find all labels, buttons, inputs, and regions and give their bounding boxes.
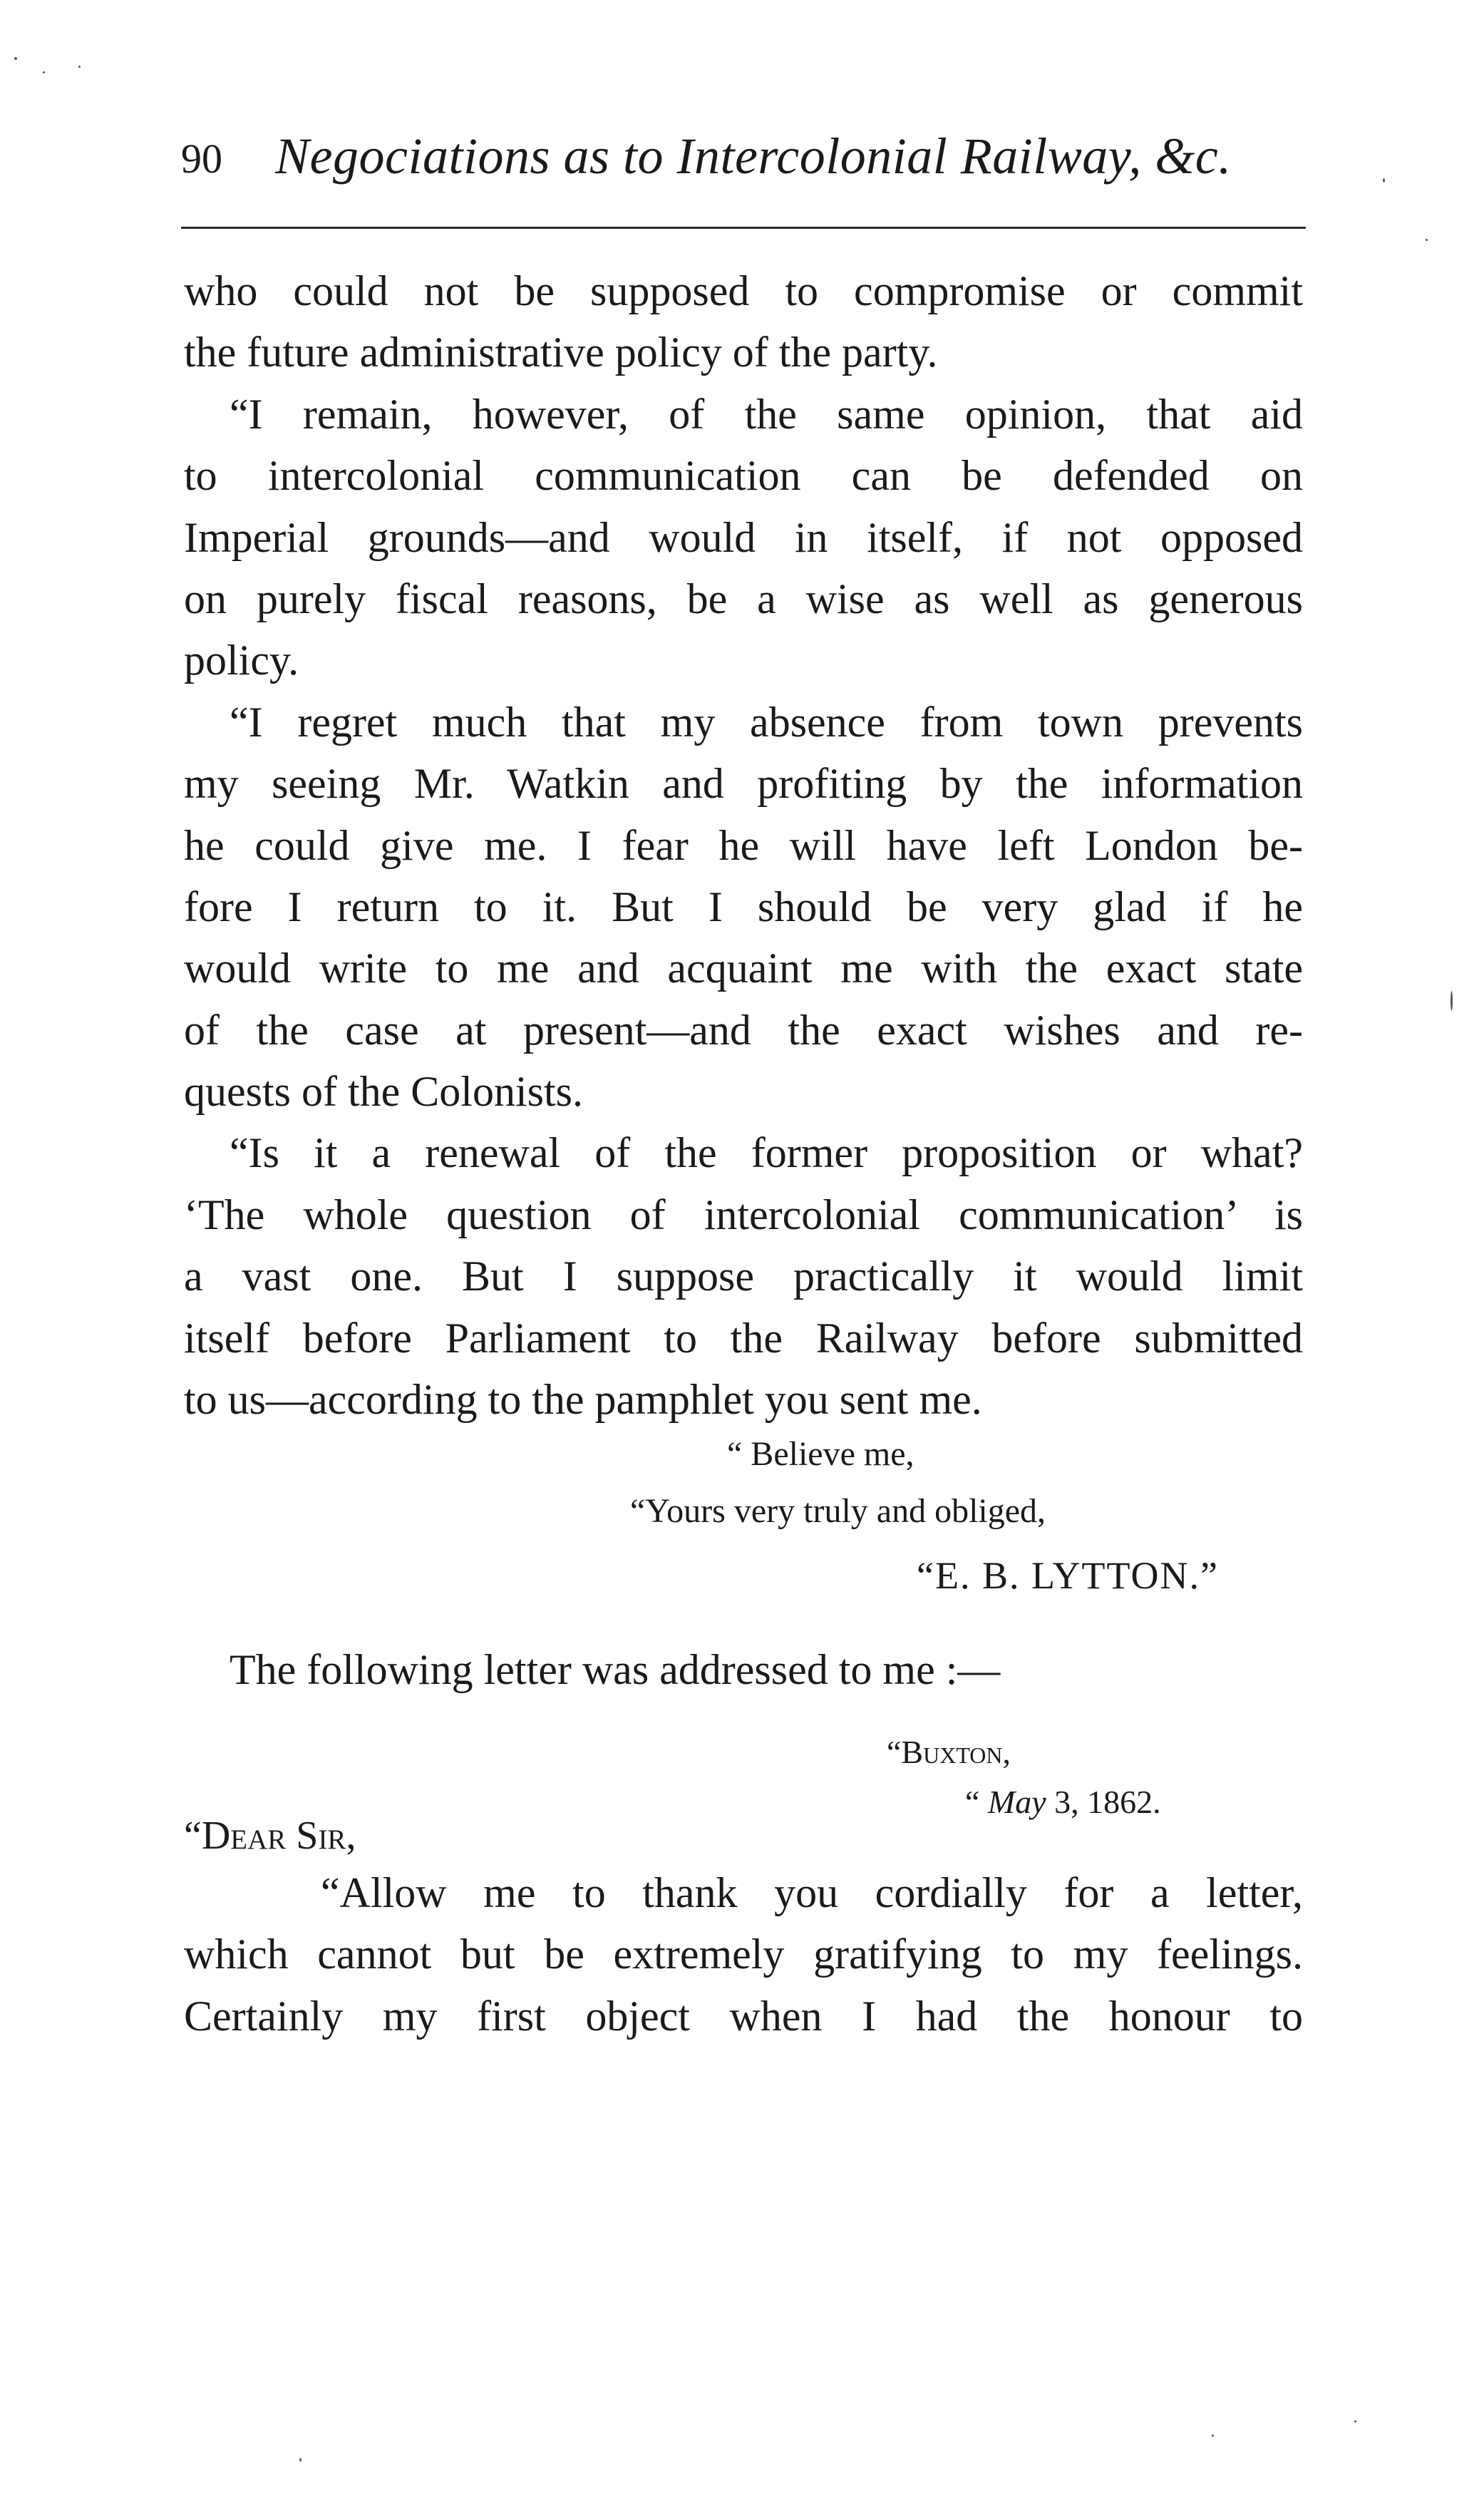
signoff-signature: “E. B. LYTTON.” <box>917 1554 1220 1597</box>
text-line: policy. <box>184 637 299 684</box>
dateline-date <box>965 1781 1161 1824</box>
text-line: Certainly my first object when I had the honour to <box>184 1992 1303 2040</box>
date-rest: 3, 1862. <box>1046 1784 1161 1820</box>
signoff-yours: “Yours very truly and obliged, <box>630 1492 1046 1530</box>
running-title: Negociations as to Intercolonial Railway, &c. <box>275 128 1232 185</box>
text-line: on purely fiscal reasons, be a wise as well as generous <box>184 575 1303 622</box>
dateline-place: “Buxton, <box>887 1734 1011 1770</box>
signoff-believe-me: “ Believe me, <box>727 1435 914 1473</box>
text-line: “I remain, however, of the same opinion, that aid <box>230 390 1303 438</box>
text-line: ‘The whole question of intercolonial communication’ is <box>184 1191 1303 1238</box>
date-month: May <box>987 1784 1046 1820</box>
text-line: a vast one. But I suppose practically it would limit <box>184 1253 1303 1300</box>
text-line: he could give me. I fear he will have left London be- <box>184 821 1303 869</box>
text-line: who could not be supposed to compromise or commit <box>184 267 1303 314</box>
text-line: my seeing Mr. Watkin and profiting by the information <box>184 760 1303 808</box>
text-line: of the case at present—and the exact wishes and re- <box>184 1006 1303 1054</box>
text-line: to us—according to the pamphlet you sent me. <box>184 1376 982 1424</box>
text-line: which cannot but be extremely gratifying to my feelings. <box>184 1931 1303 1978</box>
text-line: “I regret much that my absence from town prevents <box>230 698 1303 746</box>
text-line: fore I return to it. But I should be very glad if he <box>184 883 1303 930</box>
letter-body <box>184 260 1303 1430</box>
text-line: would write to me and acquaint me with the exact state <box>184 945 1303 992</box>
intro-paragraph: The following letter was addressed to me :— <box>230 1646 1001 1693</box>
text-line: “Is it a renewal of the former proposition or what? <box>230 1129 1303 1177</box>
text-line: itself before Parliament to the Railway before submitted <box>184 1314 1303 1362</box>
second-letter-body <box>184 1862 1303 2047</box>
text-line: the future administrative policy of the party. <box>184 329 938 376</box>
text-line: “Allow me to thank you cordially for a letter, <box>321 1869 1303 1916</box>
page-number: 90 <box>181 135 222 182</box>
salutation: “Dear Sir, <box>184 1814 356 1858</box>
page-header <box>181 121 1307 200</box>
text-line: Imperial grounds—and would in itself, if not opposed <box>184 513 1303 561</box>
header-rule <box>181 227 1306 229</box>
text-line: to intercolonial communication can be defended on <box>184 452 1303 500</box>
text-line: quests of the Colonists. <box>184 1068 584 1116</box>
date-prefix: “ <box>965 1784 988 1820</box>
